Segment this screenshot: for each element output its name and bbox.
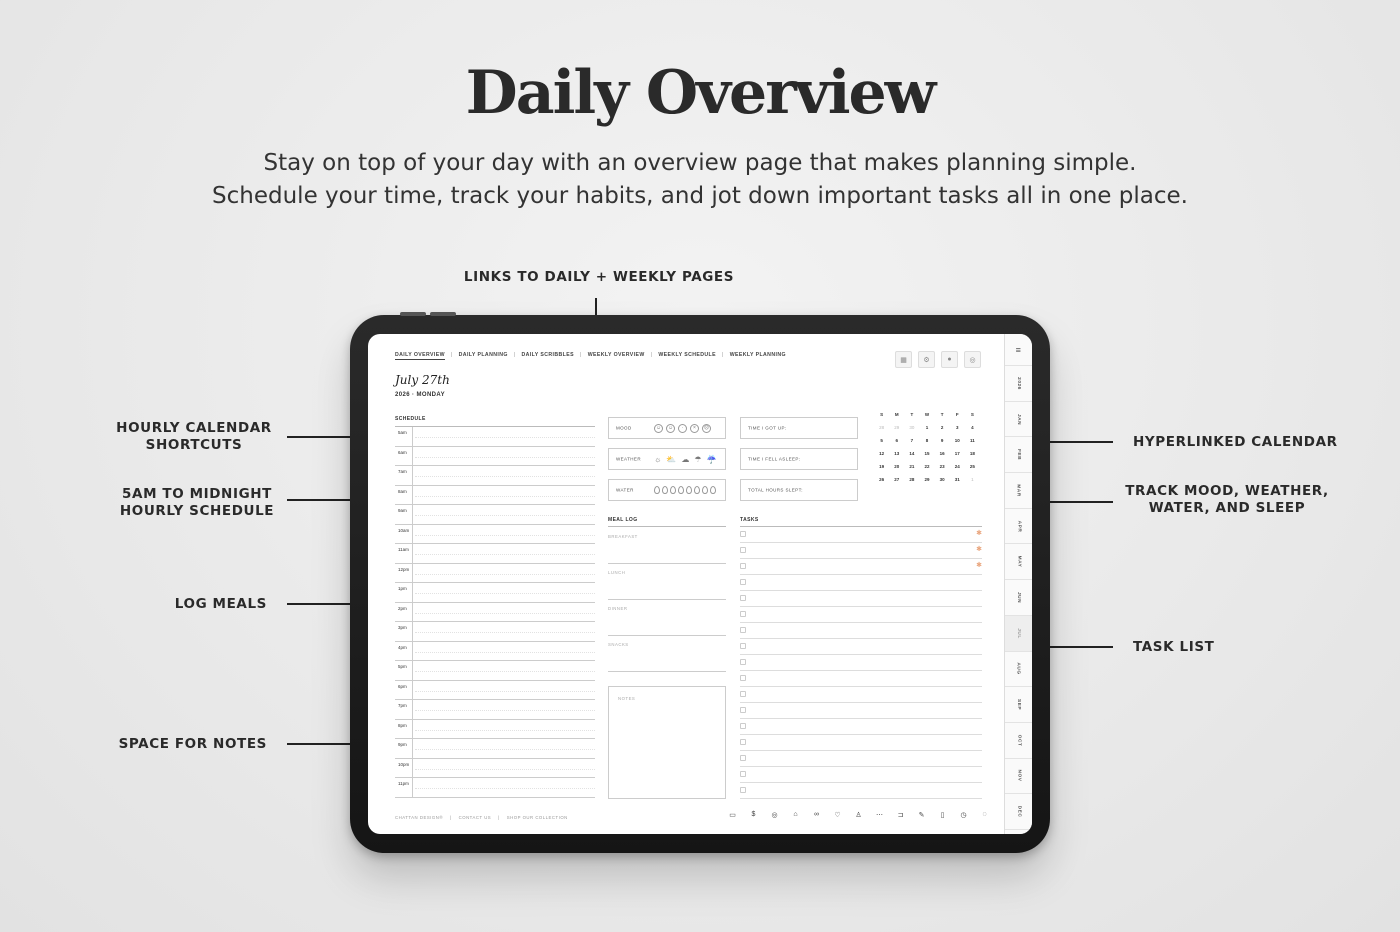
- water-drop-icon[interactable]: [654, 486, 660, 494]
- dollar-icon[interactable]: $: [751, 811, 756, 818]
- callout-notes: SPACE FOR NOTES: [118, 736, 267, 752]
- calendar-day[interactable]: 10: [954, 438, 960, 443]
- calendar-weekday: T: [910, 412, 914, 417]
- half-hour-line: [415, 632, 595, 633]
- half-hour-line: [415, 788, 595, 789]
- hour-label: 6pm: [398, 683, 407, 689]
- calendar-week: [874, 425, 980, 438]
- settings-icon[interactable]: ◎: [964, 351, 981, 368]
- hour-label: 11am: [398, 547, 409, 552]
- water-drop-icon[interactable]: [702, 486, 708, 494]
- month-tab[interactable]: [1005, 723, 1032, 759]
- month-tab[interactable]: [1005, 437, 1032, 473]
- got-up-label: TIME I GOT UP:: [748, 425, 787, 431]
- task-checkbox[interactable]: [740, 787, 746, 793]
- subtitle-line-1: Stay on top of your day with an overview page that makes planning simple.: [263, 150, 1137, 176]
- calendar-day[interactable]: 24: [954, 464, 960, 469]
- footer-separator: |: [450, 815, 452, 820]
- month-tab-label: APR: [1015, 520, 1021, 532]
- callout-text: TRACK MOOD, WEATHER,: [1125, 483, 1329, 499]
- half-hour-line: [415, 749, 595, 750]
- hour-divider: [412, 759, 413, 778]
- task-row[interactable]: [740, 751, 982, 767]
- task-list: [740, 527, 982, 799]
- month-tab[interactable]: [1005, 759, 1032, 795]
- task-row[interactable]: [740, 719, 982, 735]
- callout-text: SHORTCUTS: [145, 437, 243, 453]
- calendar-day[interactable]: 2: [940, 425, 944, 430]
- hour-divider: [412, 681, 413, 700]
- pencil-icon[interactable]: ✎: [918, 812, 925, 819]
- task-row[interactable]: [740, 703, 982, 719]
- calendar-day[interactable]: 21: [909, 464, 915, 469]
- water-drop-icon[interactable]: [662, 486, 668, 494]
- folder-icon[interactable]: ⊐: [897, 812, 904, 819]
- task-checkbox[interactable]: [740, 755, 746, 761]
- calendar-week: [874, 451, 980, 464]
- half-hour-line: [415, 613, 595, 614]
- apple-icon[interactable]: ●: [941, 351, 958, 368]
- calendar-day[interactable]: 22: [924, 464, 930, 469]
- footer-icons: [726, 811, 991, 819]
- hour-divider: [412, 427, 413, 446]
- calendar-day[interactable]: 28: [879, 425, 885, 430]
- tasks-label: TASKS: [740, 517, 759, 523]
- schedule-hour-row[interactable]: [395, 544, 595, 564]
- task-checkbox[interactable]: [740, 707, 746, 713]
- calendar-weekday: T: [940, 412, 944, 417]
- hour-divider: [412, 622, 413, 641]
- smile-icon[interactable]: ☺: [655, 425, 662, 431]
- water-drop-icon[interactable]: [686, 486, 692, 494]
- nav-link[interactable]: WEEKLY OVERVIEW: [587, 352, 645, 358]
- task-checkbox[interactable]: [740, 595, 746, 601]
- calendar-day[interactable]: 16: [939, 451, 945, 456]
- tablet-button: [430, 312, 456, 316]
- nav-link[interactable]: WEEKLY SCHEDULE: [658, 352, 716, 358]
- month-tab[interactable]: [1005, 544, 1032, 580]
- callout-text: HOURLY CALENDAR: [116, 420, 272, 436]
- half-hour-line: [415, 691, 595, 692]
- nav-separator: |: [579, 352, 582, 358]
- hours-slept-field[interactable]: [740, 479, 858, 501]
- task-checkbox[interactable]: [740, 739, 746, 745]
- half-hour-line: [415, 769, 595, 770]
- hour-label: 6am: [398, 449, 407, 455]
- callout-hourly-shortcuts: [100, 420, 288, 454]
- half-hour-line: [415, 652, 595, 653]
- schedule-hour-row[interactable]: [395, 759, 595, 779]
- half-hour-line: [415, 496, 595, 497]
- schedule-hour-row[interactable]: [395, 427, 595, 447]
- nav-link[interactable]: DAILY SCRIBBLES: [521, 352, 574, 358]
- task-row[interactable]: [740, 607, 982, 623]
- month-tab[interactable]: [1005, 794, 1032, 830]
- target-icon[interactable]: ◎: [771, 812, 778, 819]
- hour-label: 7pm: [398, 703, 407, 708]
- calendar-day[interactable]: 13: [894, 451, 900, 456]
- calendar-day[interactable]: 5: [880, 438, 883, 443]
- calendar-week: [874, 464, 980, 477]
- notes-label: NOTES: [618, 696, 636, 701]
- calendar-day[interactable]: 14: [909, 451, 915, 456]
- hour-label: 2pm: [398, 605, 407, 611]
- top-icons: [895, 351, 981, 368]
- task-checkbox[interactable]: [740, 771, 746, 777]
- link-icon[interactable]: ∞: [814, 811, 819, 818]
- rain-icon[interactable]: ☂: [694, 455, 702, 464]
- calendar-day[interactable]: 17: [954, 451, 960, 456]
- callout-tasks: TASK LIST: [1133, 639, 1215, 655]
- nav-link[interactable]: DAILY PLANNING: [458, 352, 508, 358]
- headline: Daily Overview: [465, 58, 935, 128]
- heart-icon[interactable]: ♡: [834, 812, 841, 819]
- hour-label: 12pm: [398, 566, 410, 572]
- callout-links: LINKS TO DAILY + WEEKLY PAGES: [463, 269, 735, 285]
- hours-slept-label: TOTAL HOURS SLEPT:: [748, 487, 803, 493]
- schedule-hour-row[interactable]: [395, 564, 595, 584]
- month-tab[interactable]: [1005, 402, 1032, 438]
- task-checkbox[interactable]: [740, 611, 746, 617]
- month-tab[interactable]: [1005, 580, 1032, 616]
- schedule-hour-row[interactable]: [395, 681, 595, 701]
- hourly-schedule: [395, 426, 595, 798]
- planner-date: July 27th: [395, 373, 450, 387]
- document-icon[interactable]: ▯: [940, 812, 945, 819]
- weather-label: WEATHER: [616, 456, 641, 462]
- month-tab-label: SEP: [1015, 698, 1021, 711]
- hour-divider: [412, 603, 413, 622]
- calendar-day[interactable]: 23: [939, 464, 945, 469]
- schedule-hour-row[interactable]: [395, 661, 595, 681]
- water-drop-icon[interactable]: [678, 486, 684, 494]
- priority-star-icon[interactable]: ✱: [976, 562, 982, 569]
- mood-faces: [654, 424, 711, 433]
- half-hour-line: [415, 593, 595, 594]
- calendar-day[interactable]: 29: [924, 477, 930, 482]
- task-row[interactable]: [740, 527, 982, 543]
- water-drop-icon[interactable]: [694, 486, 700, 494]
- hour-divider: [412, 739, 413, 758]
- calendar-weekday: W: [924, 412, 930, 417]
- callout-hourly-schedule: [100, 486, 294, 520]
- task-checkbox[interactable]: [740, 691, 746, 697]
- task-checkbox[interactable]: [740, 627, 746, 633]
- hour-label: 4pm: [398, 644, 407, 650]
- neutral-face-icon[interactable]: ·: [678, 424, 687, 433]
- water-drop-icon[interactable]: [670, 486, 676, 494]
- weather-tracker[interactable]: [608, 448, 726, 470]
- hour-divider: [412, 466, 413, 485]
- month-tab[interactable]: [1005, 473, 1032, 509]
- task-checkbox[interactable]: [740, 675, 746, 681]
- callout-calendar: HYPERLINKED CALENDAR: [1133, 434, 1338, 450]
- meal-log-rule: [608, 526, 726, 527]
- tablet-button: [400, 312, 426, 316]
- month-tab-label: DEC: [1015, 805, 1021, 818]
- half-hour-line: [415, 671, 595, 672]
- hour-label: 9am: [398, 508, 407, 513]
- task-row[interactable]: [740, 655, 982, 671]
- meal-field[interactable]: [608, 637, 726, 672]
- water-tracker[interactable]: [608, 479, 726, 501]
- hour-divider: [412, 486, 413, 505]
- calendar-day[interactable]: 7: [910, 438, 914, 443]
- calendar-day[interactable]: 15: [924, 451, 930, 456]
- calendar-day[interactable]: 1: [971, 477, 974, 482]
- schedule-hour-row[interactable]: [395, 603, 595, 623]
- nav-separator: |: [450, 352, 453, 358]
- calendar-day[interactable]: 1: [925, 425, 929, 430]
- meal-label: DINNER: [608, 606, 628, 611]
- gear-icon[interactable]: ⚙: [918, 351, 935, 368]
- half-hour-line: [415, 515, 595, 516]
- task-checkbox[interactable]: [740, 531, 746, 537]
- more-icon[interactable]: ⋯: [876, 812, 883, 819]
- hour-divider: [412, 505, 413, 524]
- task-row[interactable]: [740, 687, 982, 703]
- hour-divider: [412, 525, 413, 544]
- calendar-weekdays: [874, 412, 980, 425]
- cart-icon[interactable]: ⌂: [793, 811, 798, 818]
- footer-link[interactable]: CHATTAN DESIGN®: [395, 815, 443, 820]
- sad-face-icon[interactable]: ×: [690, 424, 699, 433]
- planner-footer: [395, 815, 568, 820]
- calendar-weekday: M: [894, 412, 899, 417]
- task-checkbox[interactable]: [740, 643, 746, 649]
- task-checkbox[interactable]: [740, 723, 746, 729]
- meal-log-label: MEAL LOG: [608, 517, 638, 523]
- task-row[interactable]: [740, 783, 982, 799]
- schedule-hour-row[interactable]: [395, 642, 595, 662]
- calendar-weekday: F: [955, 412, 959, 417]
- water-label: WATER: [616, 487, 634, 493]
- month-tab-label: AUG: [1015, 662, 1021, 675]
- calendar-day[interactable]: 30: [909, 425, 915, 430]
- task-checkbox[interactable]: [740, 579, 746, 585]
- calendar-day[interactable]: 26: [879, 477, 885, 482]
- meal-field[interactable]: [608, 601, 726, 636]
- mood-tracker[interactable]: [608, 417, 726, 439]
- calendar-day[interactable]: 11: [970, 438, 975, 443]
- hour-label: 9pm: [398, 742, 407, 747]
- calendar-day[interactable]: 4: [971, 425, 974, 430]
- task-row[interactable]: [740, 671, 982, 687]
- task-row[interactable]: [740, 639, 982, 655]
- hour-label: 5am: [398, 430, 407, 435]
- nav-separator: |: [513, 352, 516, 358]
- sun-icon[interactable]: ☼: [654, 455, 662, 464]
- cloud-icon[interactable]: ☁: [681, 455, 690, 464]
- month-tab[interactable]: [1005, 687, 1032, 723]
- tablet-device: [350, 315, 1050, 853]
- task-row[interactable]: [740, 767, 982, 783]
- got-up-field[interactable]: [740, 417, 858, 439]
- priority-star-icon[interactable]: ✱: [976, 546, 982, 553]
- month-tab[interactable]: [1005, 366, 1032, 402]
- calendar-day[interactable]: 9: [940, 438, 944, 443]
- meal-label: BREAKFAST: [608, 534, 638, 539]
- footer-link[interactable]: CONTACT US: [458, 815, 492, 820]
- fell-asleep-field[interactable]: [740, 448, 858, 470]
- calendar-day[interactable]: 30: [939, 477, 945, 482]
- half-hour-line: [415, 476, 595, 477]
- hour-label: 11pm: [398, 781, 409, 786]
- month-tab-label: NOV: [1016, 769, 1021, 782]
- hour-label: 8am: [398, 488, 407, 494]
- hour-divider: [412, 720, 413, 739]
- task-row[interactable]: [740, 543, 982, 559]
- schedule-hour-row[interactable]: [395, 720, 595, 740]
- nav-separator: |: [650, 352, 653, 358]
- planner-nav: [395, 352, 786, 360]
- menu-icon[interactable]: ≡: [1005, 334, 1032, 366]
- month-tabs: [1004, 334, 1032, 834]
- partly-cloudy-icon[interactable]: ⛅: [666, 455, 677, 464]
- clock-icon[interactable]: ◷: [960, 812, 967, 819]
- calendar-day[interactable]: 25: [969, 464, 975, 469]
- month-tab-label: OCT: [1015, 734, 1021, 747]
- meal-field[interactable]: [608, 529, 726, 564]
- month-tab[interactable]: [1005, 616, 1032, 652]
- schedule-hour-row[interactable]: [395, 778, 595, 798]
- hour-divider: [412, 778, 413, 797]
- hour-divider: [412, 642, 413, 661]
- callout-text: WATER, AND SLEEP: [1148, 500, 1306, 516]
- half-hour-line: [415, 437, 595, 438]
- schedule-hour-row[interactable]: [395, 447, 595, 467]
- meal-label: SNACKS: [608, 642, 629, 647]
- calendar-day[interactable]: 29: [894, 425, 900, 430]
- callout-track: [1120, 483, 1334, 517]
- water-drops: [654, 486, 716, 494]
- month-tab[interactable]: [1005, 652, 1032, 688]
- hour-divider: [412, 700, 413, 719]
- notebook-icon[interactable]: ▭: [729, 812, 736, 819]
- notes-area[interactable]: [608, 686, 726, 799]
- task-row[interactable]: [740, 559, 982, 575]
- hour-label: 3pm: [398, 625, 407, 630]
- month-tab[interactable]: [1005, 509, 1032, 545]
- calendar-icon[interactable]: ▦: [895, 351, 912, 368]
- mood-label: MOOD: [616, 425, 632, 431]
- schedule-hour-row[interactable]: [395, 486, 595, 506]
- priority-star-icon[interactable]: ✱: [976, 530, 982, 537]
- footer-separator: |: [498, 815, 500, 820]
- calendar-weekday: S: [970, 412, 974, 417]
- task-row[interactable]: [740, 735, 982, 751]
- half-hour-line: [415, 457, 595, 458]
- meal-label: LUNCH: [608, 570, 626, 575]
- calendar-day[interactable]: 6: [895, 438, 898, 443]
- half-hour-line: [415, 574, 595, 575]
- calendar-weekday: S: [880, 412, 884, 417]
- hour-label: 10pm: [398, 761, 410, 767]
- schedule-label: SCHEDULE: [395, 416, 426, 422]
- month-tab-label: MAR: [1016, 484, 1021, 497]
- fell-asleep-label: TIME I FELL ASLEEP:: [748, 456, 801, 462]
- mini-calendar: [874, 412, 980, 490]
- speech-bubble-icon[interactable]: ◌: [982, 811, 987, 818]
- weather-icons: [654, 455, 716, 464]
- hour-divider: [412, 447, 413, 466]
- calendar-day[interactable]: 27: [894, 477, 900, 482]
- person-icon[interactable]: ♙: [855, 812, 862, 819]
- callout-text: 5AM TO MIDNIGHT: [122, 486, 272, 502]
- callout-log-meals: LOG MEALS: [174, 596, 267, 612]
- month-tab-label: MAY: [1015, 555, 1021, 568]
- month-tab-label: JUL: [1016, 627, 1021, 639]
- month-tab-label: FEB: [1015, 449, 1021, 461]
- nav-link[interactable]: WEEKLY PLANNING: [729, 352, 786, 358]
- calendar-day[interactable]: 19: [879, 464, 885, 469]
- hour-divider: [412, 544, 413, 563]
- schedule-hour-row[interactable]: [395, 622, 595, 642]
- schedule-hour-row[interactable]: [395, 505, 595, 525]
- task-checkbox[interactable]: [740, 659, 746, 665]
- half-hour-line: [415, 710, 595, 711]
- task-checkbox[interactable]: [740, 563, 746, 569]
- nav-link[interactable]: DAILY OVERVIEW: [395, 352, 445, 358]
- footer-link[interactable]: SHOP OUR COLLECTION: [506, 815, 568, 820]
- month-tab-label: JUN: [1015, 591, 1021, 604]
- hour-label: 10am: [398, 527, 410, 533]
- schedule-hour-row[interactable]: [395, 700, 595, 720]
- hour-divider: [412, 661, 413, 680]
- half-hour-line: [415, 730, 595, 731]
- task-row[interactable]: [740, 591, 982, 607]
- callout-text: HOURLY SCHEDULE: [119, 503, 275, 519]
- half-hour-line: [415, 554, 595, 555]
- schedule-hour-row[interactable]: [395, 525, 595, 545]
- calendar-day[interactable]: 8: [925, 438, 929, 443]
- calendar-day[interactable]: 18: [969, 451, 975, 456]
- calendar-day[interactable]: 12: [879, 451, 885, 456]
- calendar-week: [874, 438, 980, 451]
- meal-field[interactable]: [608, 565, 726, 600]
- hour-label: 5pm: [398, 664, 407, 669]
- month-tab-label: JAN: [1015, 413, 1021, 425]
- subtitle-line-2: Schedule your time, track your habits, and jot down important tasks all in one place.: [212, 183, 1188, 209]
- calendar-day[interactable]: 20: [894, 464, 900, 469]
- hour-divider: [412, 564, 413, 583]
- hour-divider: [412, 583, 413, 602]
- calendar-day[interactable]: 28: [909, 477, 915, 482]
- calendar-day[interactable]: 3: [956, 425, 959, 430]
- planner-year-day: 2026 · MONDAY: [395, 392, 445, 398]
- half-hour-line: [415, 535, 595, 536]
- storm-icon[interactable]: ☔: [706, 455, 717, 464]
- task-row[interactable]: [740, 575, 982, 591]
- schedule-hour-row[interactable]: [395, 583, 595, 603]
- hour-label: 7am: [398, 469, 407, 474]
- smile-icon[interactable]: ☺: [667, 425, 674, 431]
- calendar-week: [874, 477, 980, 490]
- nav-separator: |: [722, 352, 724, 358]
- water-drop-icon[interactable]: [710, 486, 716, 494]
- schedule-hour-row[interactable]: [395, 466, 595, 486]
- task-row[interactable]: [740, 623, 982, 639]
- hour-label: 8pm: [398, 722, 407, 728]
- calendar-day[interactable]: 31: [954, 477, 960, 482]
- schedule-hour-row[interactable]: [395, 739, 595, 759]
- planner-screen: [368, 334, 1032, 834]
- task-checkbox[interactable]: [740, 547, 746, 553]
- month-tab-label: 2026: [1015, 377, 1021, 390]
- hour-label: 1pm: [398, 586, 407, 591]
- sad-face-icon[interactable]: ☹: [703, 425, 710, 431]
